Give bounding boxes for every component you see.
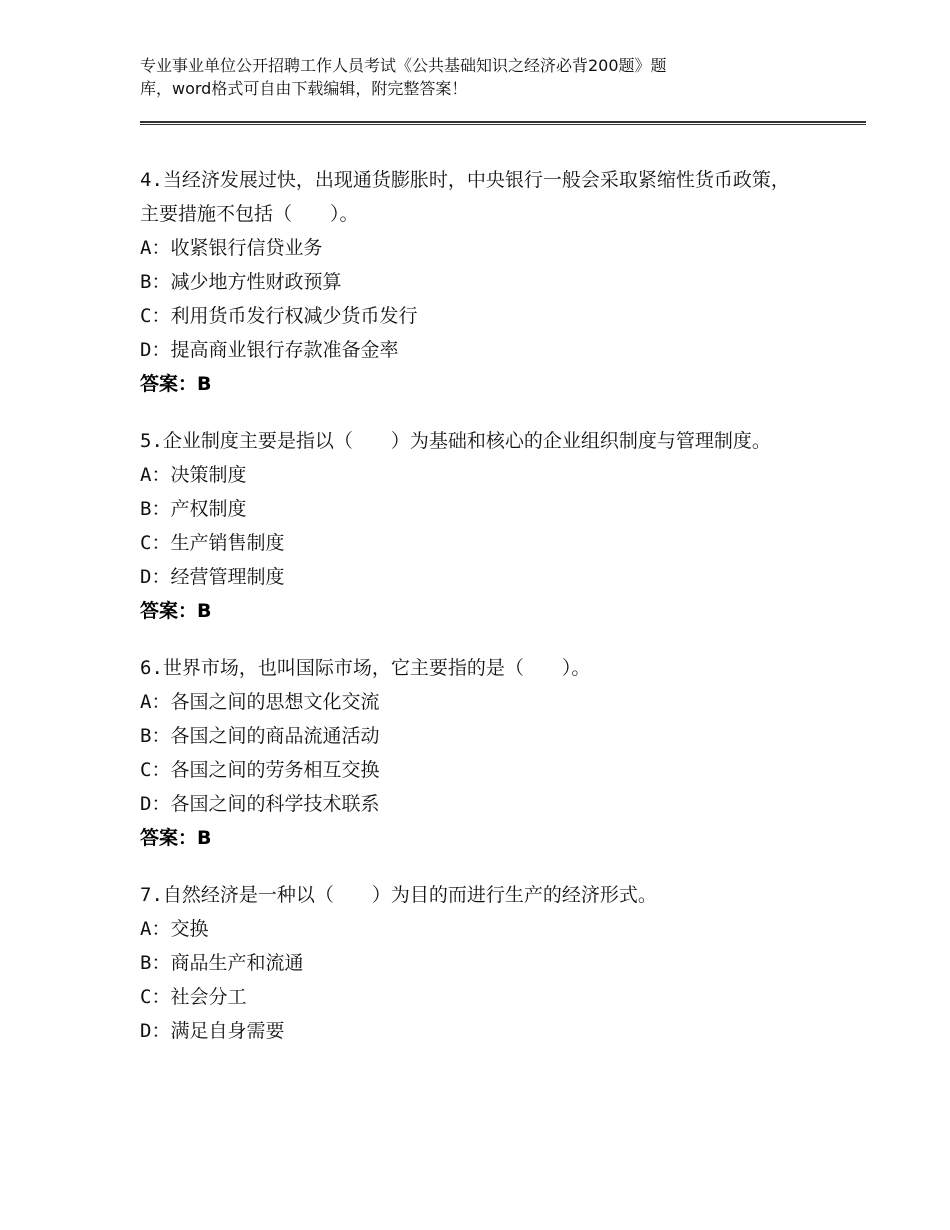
option-a: A：交换 <box>140 918 209 940</box>
answer-line: 答案：B <box>140 600 212 622</box>
option-a: A：决策制度 <box>140 464 247 486</box>
header-title-line-1: 专业事业单位公开招聘工作人员考试《公共基础知识之经济必背200题》题 <box>140 56 667 75</box>
question-stem: 6.世界市场，也叫国际市场，它主要指的是（ ）。 <box>140 657 591 679</box>
document-header <box>140 54 780 100</box>
question-stem: 5.企业制度主要是指以（ ）为基础和核心的企业组织制度与管理制度。 <box>140 430 771 452</box>
header-divider-thin <box>140 124 866 125</box>
answer-line: 答案：B <box>140 373 212 395</box>
option-c: C：各国之间的劳务相互交换 <box>140 759 380 781</box>
option-d: D：满足自身需要 <box>140 1020 285 1042</box>
option-b: B：各国之间的商品流通活动 <box>140 725 380 747</box>
question-4 <box>140 163 820 401</box>
option-c: C：社会分工 <box>140 986 247 1008</box>
option-b: B：商品生产和流通 <box>140 952 304 974</box>
option-d: D：提高商业银行存款准备金率 <box>140 339 399 361</box>
question-stem: 7.自然经济是一种以（ ）为目的而进行生产的经济形式。 <box>140 884 657 906</box>
question-7 <box>140 878 820 1048</box>
option-a: A：收紧银行信贷业务 <box>140 237 323 259</box>
header-title-line-2: 库，word格式可自由下载编辑，附完整答案！ <box>140 79 468 98</box>
option-c: C：生产销售制度 <box>140 532 285 554</box>
header-divider <box>140 121 866 123</box>
answer-line: 答案：B <box>140 827 212 849</box>
option-c: C：利用货币发行权减少货币发行 <box>140 305 418 327</box>
question-list <box>140 163 820 1071</box>
option-d: D：经营管理制度 <box>140 566 285 588</box>
option-a: A：各国之间的思想文化交流 <box>140 691 380 713</box>
option-b: B：减少地方性财政预算 <box>140 271 342 293</box>
question-6 <box>140 651 820 855</box>
question-stem: 4.当经济发展过快，出现通货膨胀时，中央银行一般会采取紧缩性货币政策，主要措施不包括（ ）。 <box>140 169 790 225</box>
option-b: B：产权制度 <box>140 498 247 520</box>
option-d: D：各国之间的科学技术联系 <box>140 793 380 815</box>
question-5 <box>140 424 820 628</box>
